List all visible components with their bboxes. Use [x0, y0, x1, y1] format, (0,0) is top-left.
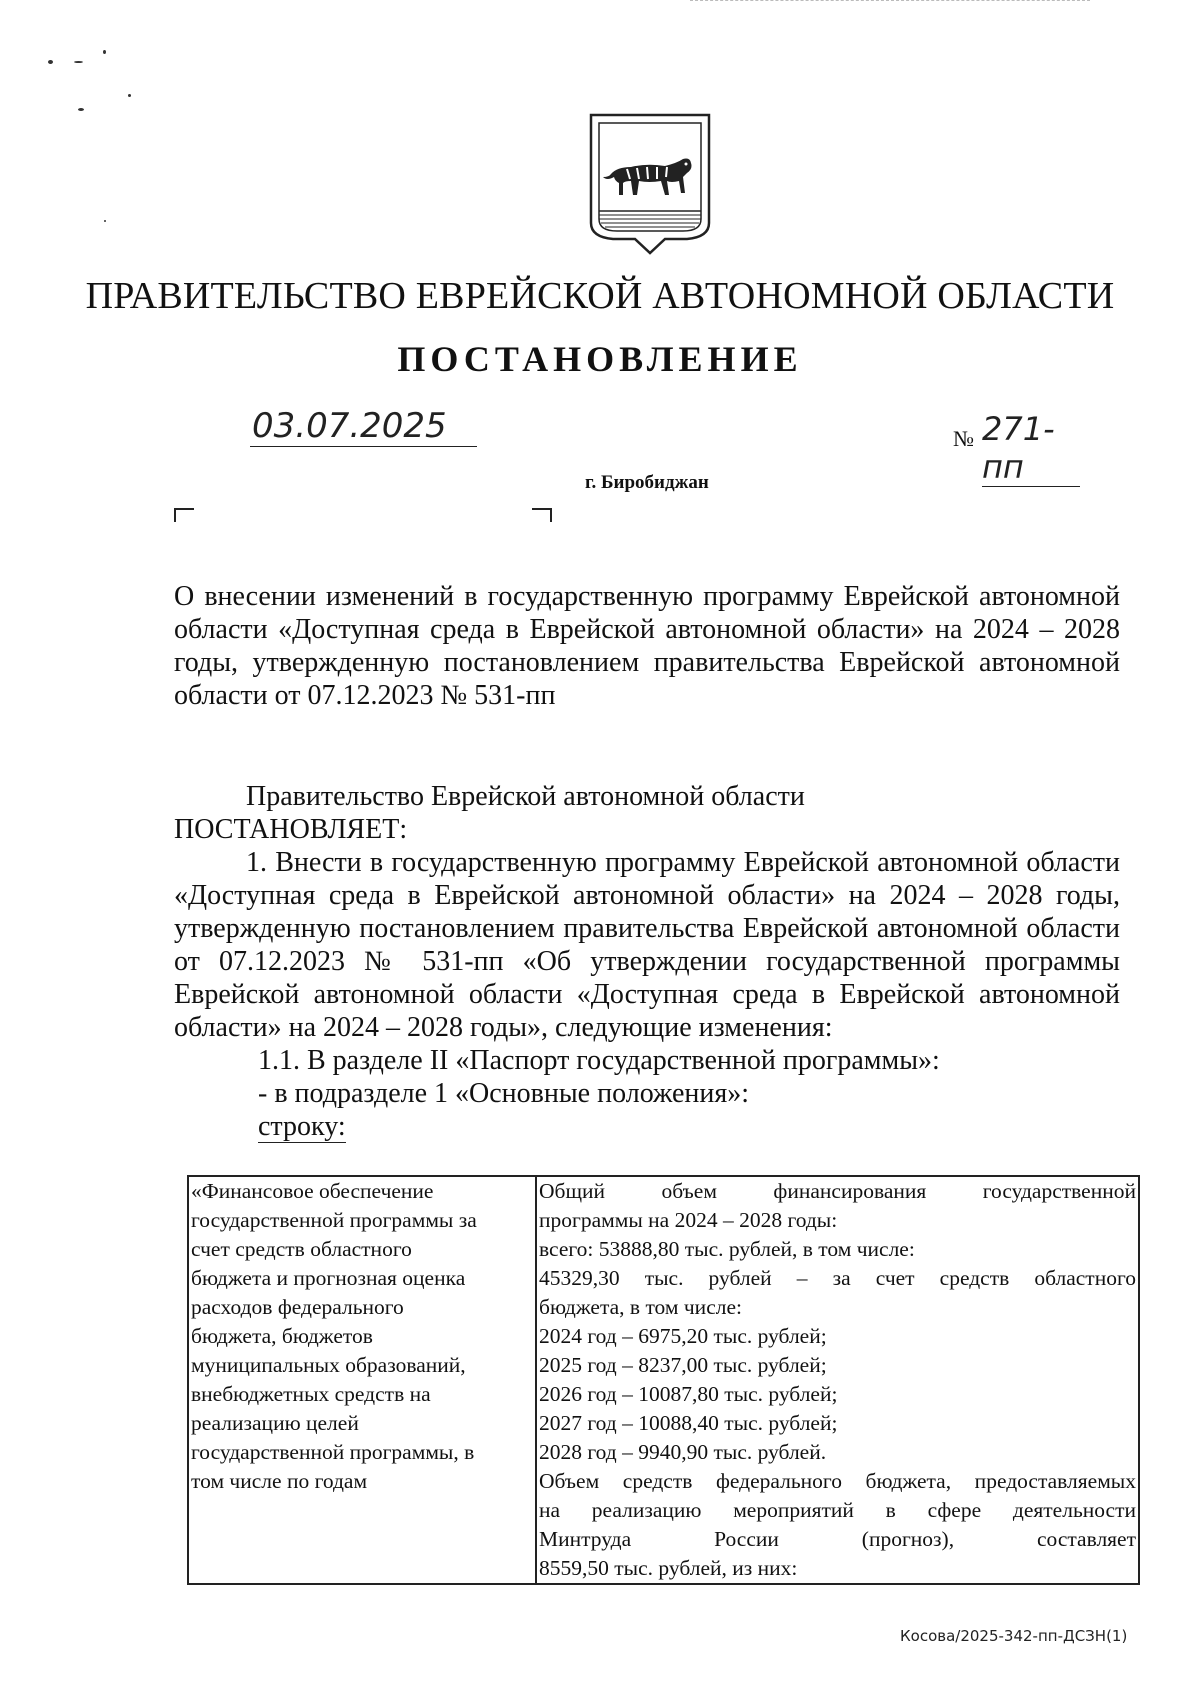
scan-speck: [104, 220, 106, 222]
subject-bracket-left: [174, 508, 194, 522]
resolves-line: ПОСТАНОВЛЯЕТ:: [174, 814, 408, 845]
table-left-line: бюджета и прогнозная оценка: [191, 1266, 466, 1290]
table-right-line: 2026 год – 10087,80 тыс. рублей;: [539, 1382, 838, 1406]
table-cell-label: [188, 1176, 536, 1584]
scan-edge-line: [690, 0, 1090, 3]
table-left-line: внебюджетных средств на: [191, 1382, 431, 1406]
item-1-paragraph: 1. Внести в государственную программу Еврейской автономной области «Доступная среда в Еврейской автономной области» на 2024 – 2028 годы, утвержденную постановлением правительства Еврейской автономной области от 07.12.2023 № 531-пп «Об утверждении государственной программы Еврейской автономной области «Доступная среда в Еврейской автономной области» на 2024 – 2028 годы», следующие изменения:: [174, 847, 1120, 1043]
table-left-line: бюджета, бюджетов: [191, 1324, 373, 1348]
table-left-line: счет средств областного: [191, 1237, 412, 1261]
table-row: [188, 1176, 1139, 1584]
handwritten-number: 271-пп: [982, 410, 1080, 487]
table-left-line: муниципальных образований,: [191, 1353, 466, 1377]
coat-of-arms-emblem: [587, 111, 713, 257]
row-label: строку:: [258, 1111, 346, 1142]
number-sign: №: [953, 426, 974, 451]
scan-speck: [78, 108, 84, 111]
row-label-line: [174, 1110, 1120, 1143]
document-type-title: ПОСТАНОВЛЕНИЕ: [397, 339, 803, 379]
document-footer-code: Косова/2025-342-пп-ДСЗН(1): [900, 1627, 1128, 1645]
financing-table: [187, 1175, 1140, 1585]
table-left-line: расходов федерального: [191, 1295, 404, 1319]
scan-speck: [128, 94, 131, 97]
decree-subject: О внесении изменений в государственную программу Еврейской автономной области «Доступная среда в Еврейской автономной области» на 2024 – 2028 годы, утвержденную постановлением правительства Еврейской автономной области от 07.12.2023 № 531-пп: [174, 581, 1120, 711]
city-name: г. Биробиджан: [585, 472, 709, 493]
table-left-line: государственной программы, в: [191, 1440, 475, 1464]
scan-speck: [74, 61, 83, 63]
subject-bracket-right: [532, 508, 552, 522]
table-left-line: государственной программы за: [191, 1208, 477, 1232]
table-right-line: Объем средств федерального бюджета, предоставляемых: [539, 1469, 1136, 1493]
table-right-line: бюджета, в том числе:: [539, 1295, 742, 1319]
item-1-1-line: 1.1. В разделе II «Паспорт государственной программы»:: [258, 1045, 940, 1076]
scan-speck: [103, 50, 106, 54]
table-right-line: Минтруда России (прогноз), составляет: [539, 1527, 1136, 1551]
table-left-line: реализацию целей: [191, 1411, 359, 1435]
handwritten-date: 03.07.2025: [250, 406, 477, 447]
table-right-line: 8559,50 тыс. рублей, из них:: [539, 1556, 798, 1580]
table-right-line: 45329,30 тыс. рублей – за счет средств областного: [539, 1266, 1136, 1290]
table-right-line: 2025 год – 8237,00 тыс. рублей;: [539, 1353, 827, 1377]
scan-speck: [48, 60, 53, 64]
table-cell-value: [536, 1176, 1139, 1584]
government-title: ПРАВИТЕЛЬСТВО ЕВРЕЙСКОЙ АВТОНОМНОЙ ОБЛАСТИ: [85, 275, 1115, 317]
subsection-line: - в подразделе 1 «Основные положения»:: [258, 1078, 750, 1109]
intro-line: Правительство Еврейской автономной области: [246, 781, 805, 812]
table-left-line: «Финансовое обеспечение: [191, 1179, 434, 1203]
table-left-line: том числе по годам: [191, 1469, 368, 1493]
table-right-line: всего: 53888,80 тыс. рублей, в том числе:: [539, 1237, 915, 1261]
tiger-figure: [603, 159, 692, 196]
table-right-line: 2027 год – 10088,40 тыс. рублей;: [539, 1411, 838, 1435]
table-right-line: 2028 год – 9940,90 тыс. рублей.: [539, 1440, 827, 1464]
decree-body: [174, 780, 1120, 1143]
table-right-line: программы на 2024 – 2028 годы:: [539, 1208, 838, 1232]
table-right-line: Общий объем финансирования государственной: [539, 1179, 1136, 1203]
table-right-line: 2024 год – 6975,20 тыс. рублей;: [539, 1324, 827, 1348]
table-right-line: на реализацию мероприятий в сфере деятельности: [539, 1498, 1136, 1522]
